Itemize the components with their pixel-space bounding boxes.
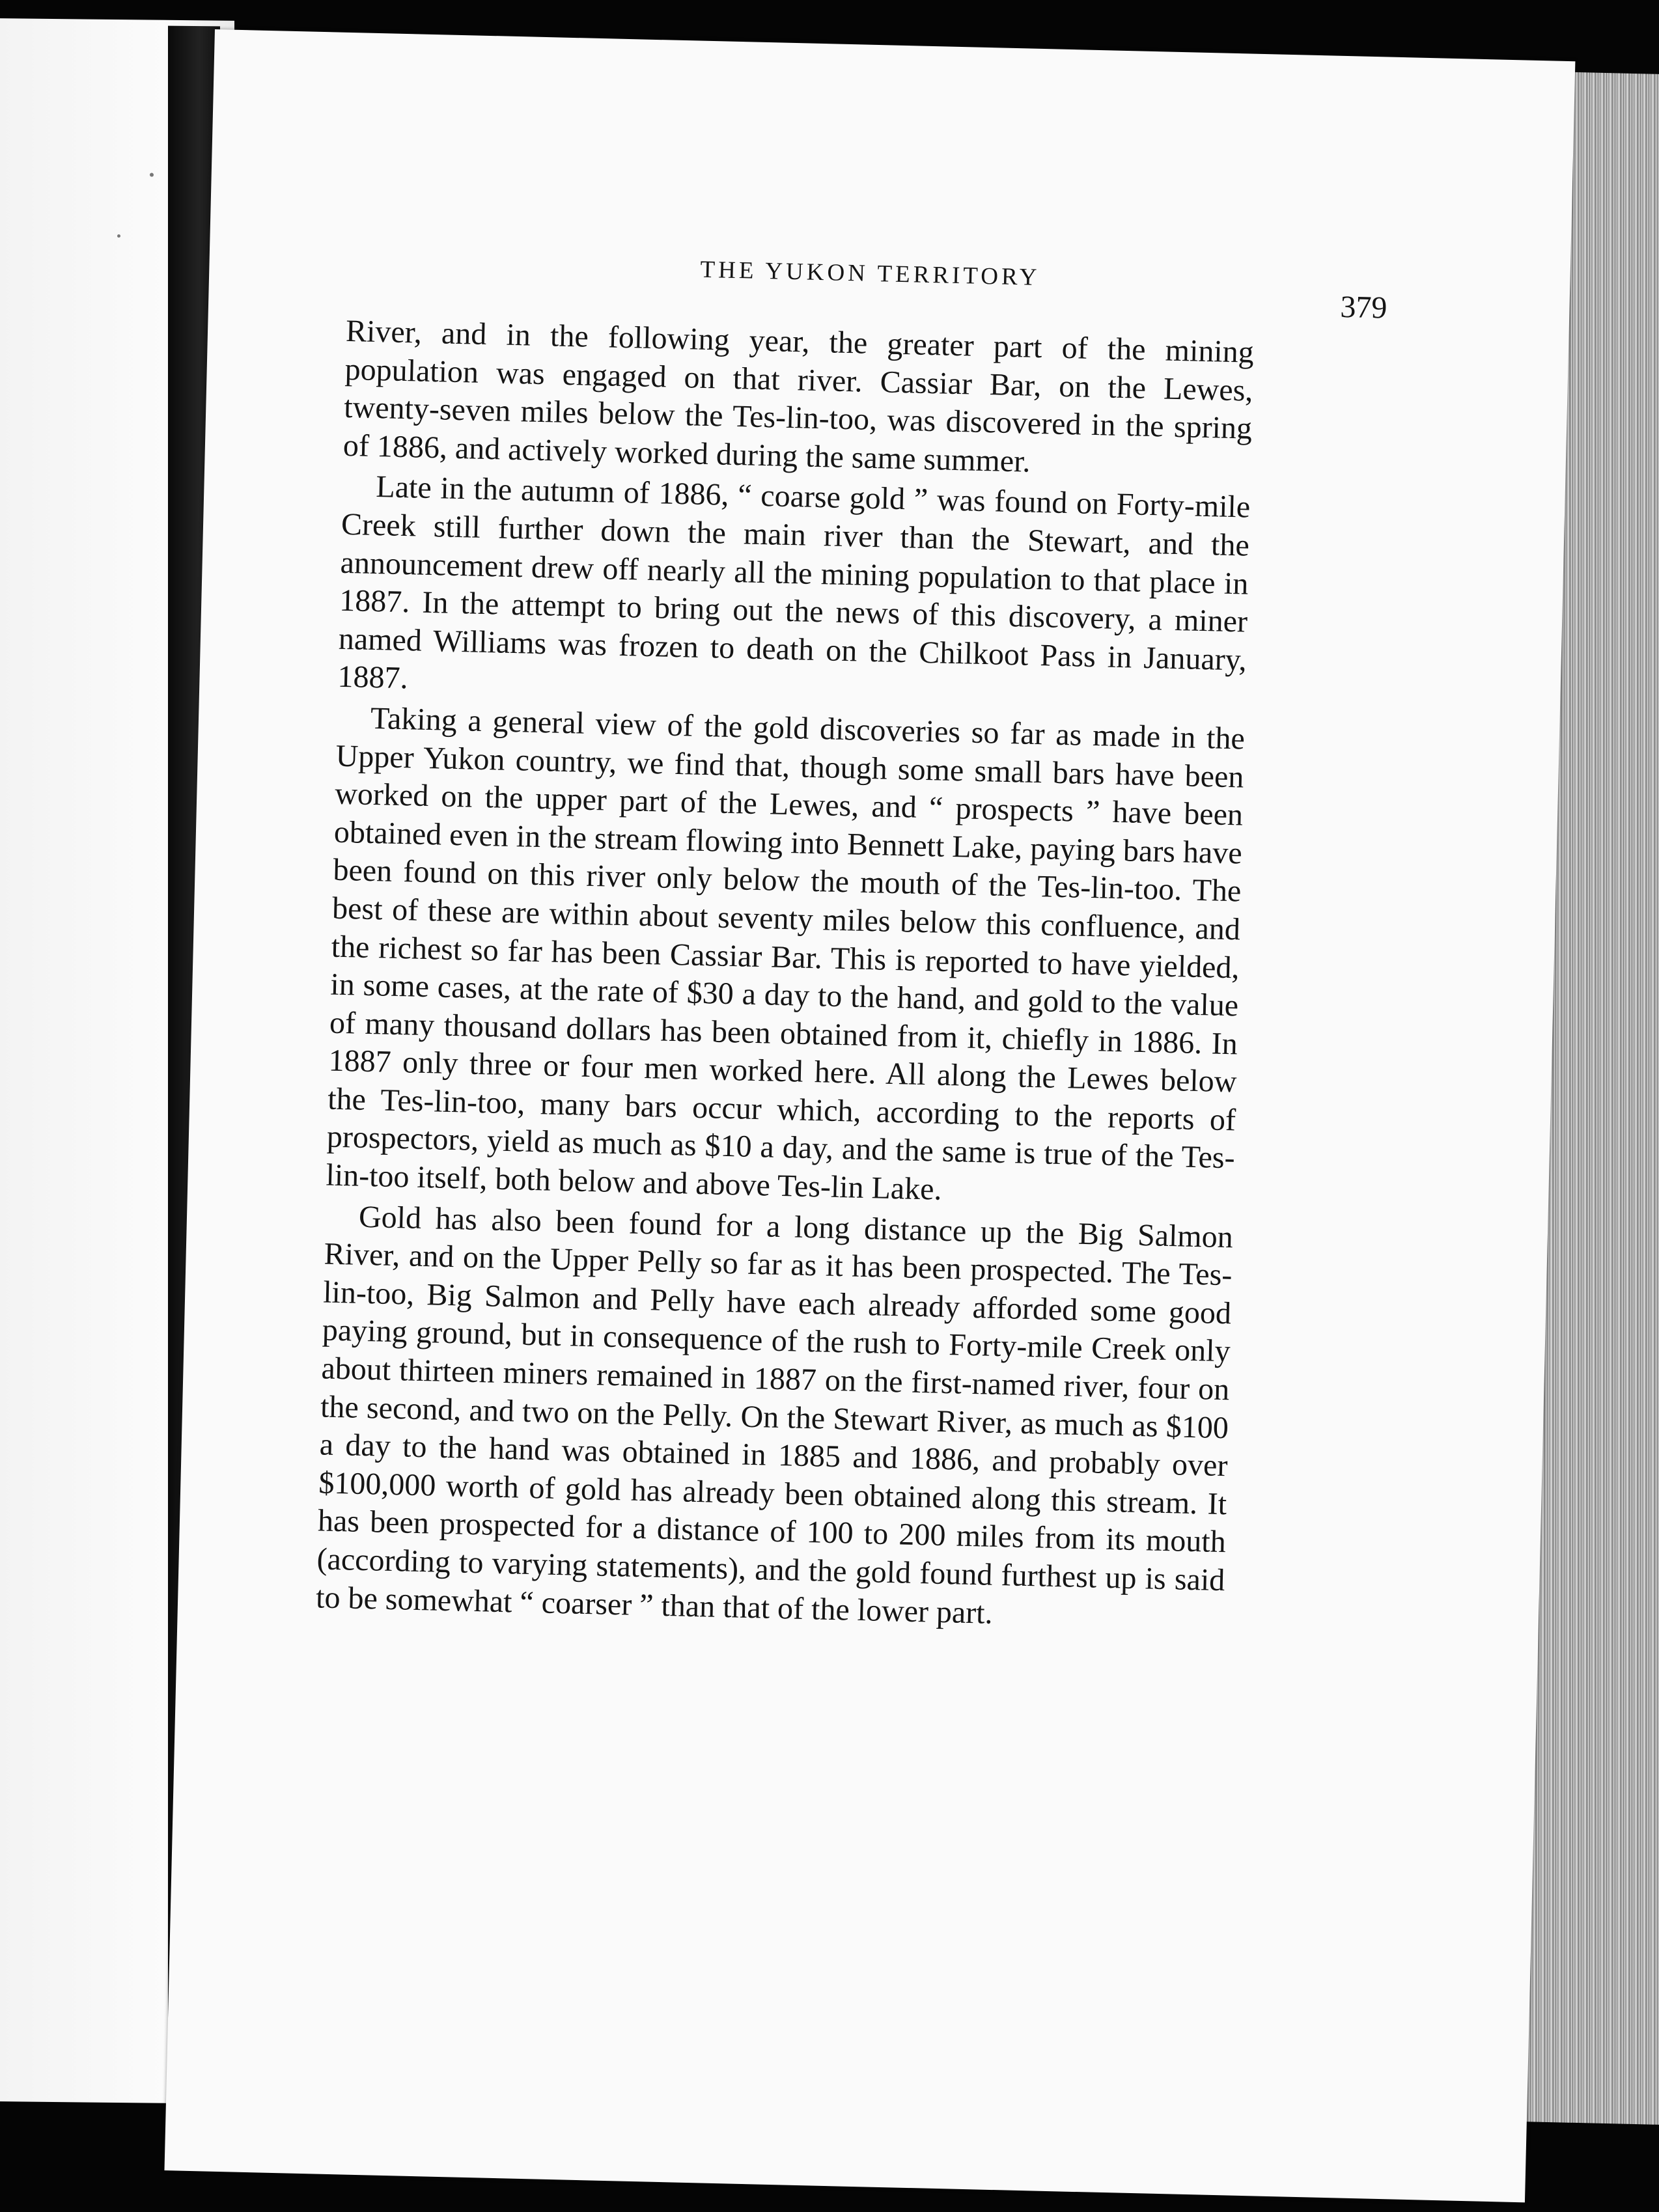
running-head-title: THE YUKON TERRITORY <box>700 256 1040 291</box>
paragraph-2: Late in the autumn of 1886, “ coarse gold ” was found on Forty-mile Creek still further down the main river than the Stewart, and the announcement drew off nearly all the mining population to that place in 1887. In the attempt to bring out the news of this discovery, a miner named Williams was frozen to death on the Chilkoot Pass in January, 1887. <box>337 469 1251 696</box>
book-page <box>164 29 1575 2202</box>
body-text <box>316 312 1255 1638</box>
page-number: 379 <box>1339 289 1388 325</box>
paragraph-4: Gold has also been found for a long distance up the Big Salmon River, and on the Upper Pelly so far as it has been prospected. The Tes-lin-too, Big Salmon and Pelly have each already afforded some good paying ground, but in consequence of the rush to Forty-mile Creek only about thirteen miners remained in 1887 on the first-named river, four on the second, and two on the Pelly. On the Stewart River, as much as $100 a day to the hand was obtained in 1885 and 1886, and probably over $100,000 worth of gold has already been obtained along this stream. It has been prospected for a distance of 100 to 200 miles from its mouth (according to varying statements), and the gold found furthest up is said to be somewhat “ coarser ” than that of the lower part. <box>315 1199 1234 1631</box>
page-speck <box>150 173 154 177</box>
paragraph-1: River, and in the following year, the greater part of the mining population was engaged on that river. Cassiar Bar, on the Lewes, twenty-seven miles below the Tes-lin-too, was discovered in the spring of 1886, and actively worked during the same summer. <box>342 313 1255 479</box>
paragraph-3: Taking a general view of the gold discoveries so far as made in the Upper Yukon country, we find that, though some small bars have been worked on the upper part of the Lewes, and “ prospects ” have been obtained even in the stream flowing into Bennett Lake, paying bars have been found on this river only below the mouth of the Tes-lin-too. The best of these are within about seventy miles below this confluence, and the richest so far has been Cassiar Bar. This is reported to have yielded, in some cases, at the rate of $30 a day to the hand, and gold to the value of many thousand dollars has been obtained from it, chiefly in 1886. In 1887 only three or four men worked here. All along the Lewes below the Tes-lin-too, many bars occur which, according to the reports of prospectors, yield as much as $10 a day, and the same is true of the Tes-lin-too itself, both below and above Tes-lin Lake. <box>325 700 1246 1207</box>
page-speck <box>117 234 120 238</box>
